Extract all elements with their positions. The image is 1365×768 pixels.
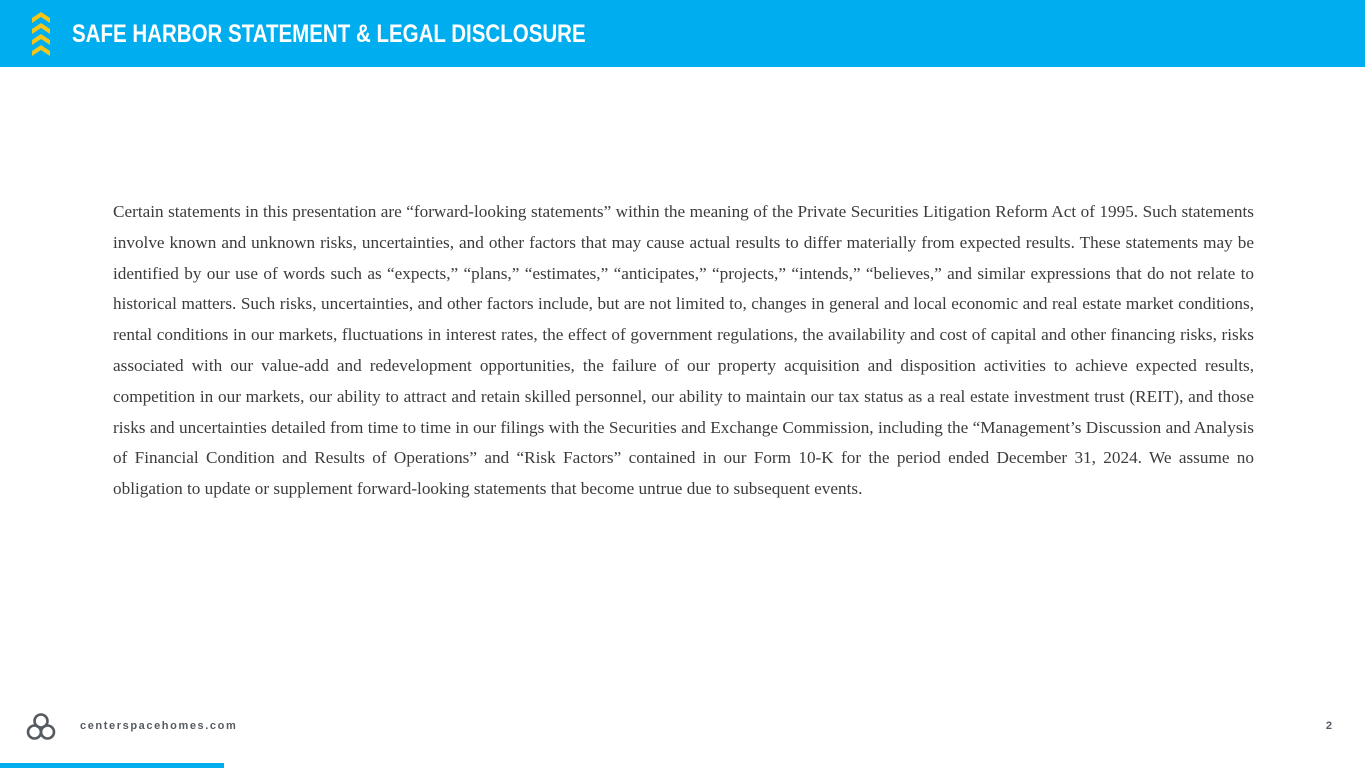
footer-accent-bar <box>0 763 224 768</box>
page-number: 2 <box>1325 720 1332 732</box>
page-title: SAFE HARBOR STATEMENT & LEGAL DISCLOSURE <box>72 20 586 48</box>
centerspace-logo-icon <box>26 712 56 742</box>
chevron-stack-icon <box>29 9 53 57</box>
safe-harbor-paragraph: Certain statements in this presentation are “forward-looking statements” within the meaning of the Private Securities Litigation Reform Act of 1995. Such statements involve known and unknown risks, uncertainties, and other factors that may cause actual results to differ materially from expected results. These statements may be identified by our use of words such as “expects,” “plans,” “estimates,” “anticipates,” “projects,” “intends,” “believes,” and similar expressions that do not relate to historical matters. Such risks, uncertainties, and other factors include, but are not limited to, changes in general and local economic and real estate market conditions, rental conditions in our markets, fluctuations in interest rates, the effect of government regulations, the availability and cost of capital and other financing risks, risks associated with our value-add and redevelopment opportunities, the failure of our property acquisition and disposition activities to achieve expected results, competition in our markets, our ability to attract and retain skilled personnel, our ability to maintain our tax status as a real estate investment trust (REIT), and those risks and uncertainties detailed from time to time in our filings with the Securities and Exchange Commission, including the “Management’s Discussion and Analysis of Financial Condition and Results of Operations” and “Risk Factors” contained in our Form 10-K for the period ended December 31, 2024. We assume no obligation to update or supplement forward-looking statements that become untrue due to subsequent events. <box>113 202 1254 499</box>
footer-website: centerspacehomes.com <box>80 720 238 732</box>
header-bar <box>0 0 1365 67</box>
